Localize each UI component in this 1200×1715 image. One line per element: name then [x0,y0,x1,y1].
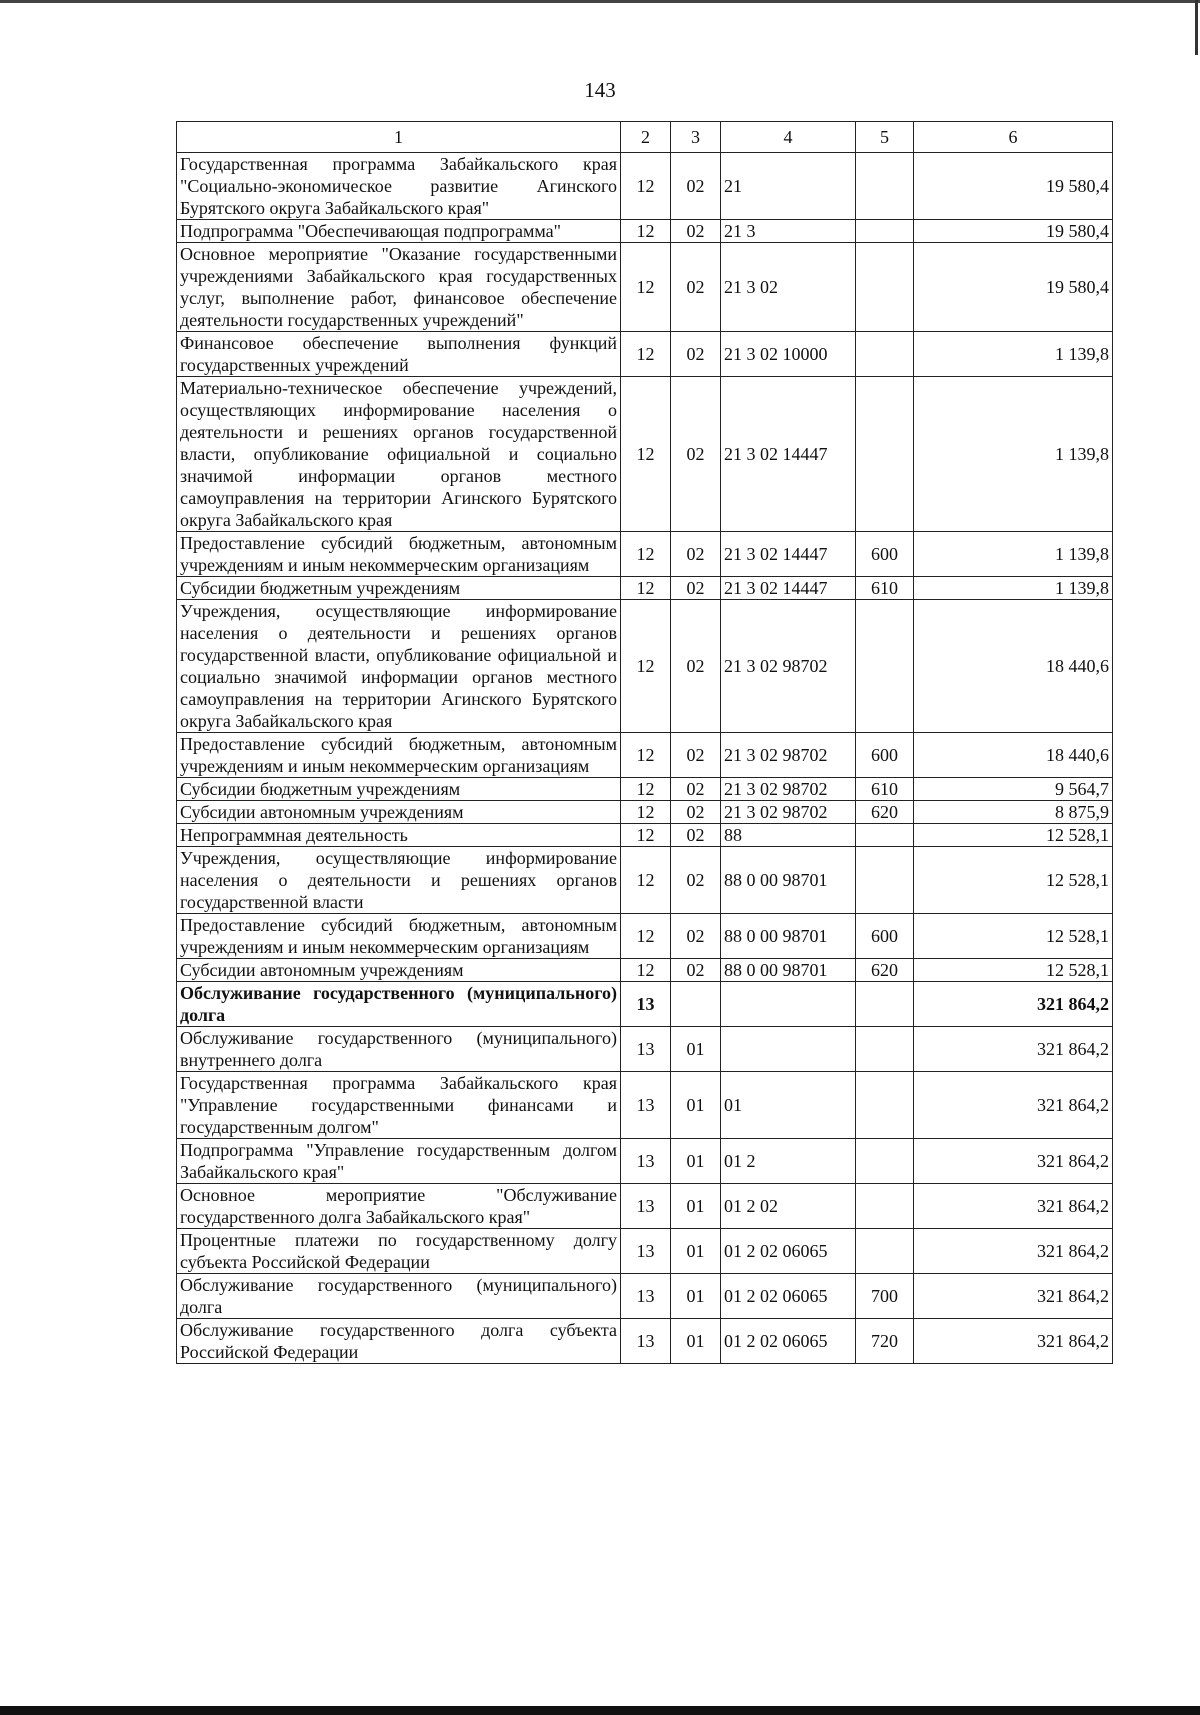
row-section: 12 [621,600,671,733]
row-subsection: 02 [671,600,721,733]
row-expense-type: 600 [856,914,914,959]
row-subsection: 02 [671,801,721,824]
row-amount: 1 139,8 [914,577,1113,600]
row-amount: 321 864,2 [914,1319,1113,1364]
row-expense-type [856,1139,914,1184]
row-name: Субсидии бюджетным учреждениям [177,778,621,801]
row-section: 13 [621,982,671,1027]
header-col-4: 4 [721,122,856,153]
row-section: 12 [621,847,671,914]
row-subsection: 02 [671,220,721,243]
row-target-code: 01 2 02 06065 [721,1319,856,1364]
row-subsection: 02 [671,332,721,377]
row-expense-type: 600 [856,733,914,778]
row-name: Субсидии автономным учреждениям [177,959,621,982]
row-target-code: 21 3 02 98702 [721,801,856,824]
header-row [177,122,1113,153]
table-row [177,982,1113,1027]
table-row [177,959,1113,982]
table-row [177,577,1113,600]
row-name: Обслуживание государственного (муниципального) внутреннего долга [177,1027,621,1072]
row-section: 13 [621,1184,671,1229]
row-target-code: 01 2 02 06065 [721,1274,856,1319]
row-expense-type: 700 [856,1274,914,1319]
row-subsection: 02 [671,959,721,982]
row-amount: 321 864,2 [914,1139,1113,1184]
budget-table [176,121,1113,1364]
row-amount: 19 580,4 [914,220,1113,243]
row-amount: 19 580,4 [914,243,1113,332]
row-expense-type [856,332,914,377]
row-amount: 18 440,6 [914,600,1113,733]
row-subsection: 01 [671,1139,721,1184]
row-subsection: 02 [671,733,721,778]
row-amount: 321 864,2 [914,1184,1113,1229]
row-section: 12 [621,220,671,243]
row-amount: 1 139,8 [914,532,1113,577]
table-row [177,1184,1113,1229]
row-name: Обслуживание государственного долга субъекта Российской Федерации [177,1319,621,1364]
row-subsection: 02 [671,243,721,332]
row-subsection: 01 [671,1229,721,1274]
row-amount: 321 864,2 [914,982,1113,1027]
row-name: Предоставление субсидий бюджетным, автономным учреждениям и иным некоммерческим организациям [177,914,621,959]
row-subsection: 02 [671,577,721,600]
table-row [177,914,1113,959]
row-expense-type: 620 [856,959,914,982]
table-row [177,1274,1113,1319]
row-subsection: 01 [671,1319,721,1364]
row-target-code: 88 0 00 98701 [721,959,856,982]
table-row [177,243,1113,332]
row-section: 12 [621,377,671,532]
header-col-1: 1 [177,122,621,153]
row-target-code: 21 3 02 98702 [721,733,856,778]
table-row [177,801,1113,824]
row-section: 12 [621,824,671,847]
header-col-3: 3 [671,122,721,153]
row-name: Подпрограмма "Обеспечивающая подпрограмма" [177,220,621,243]
scan-edge-bottom [0,1706,1200,1715]
row-target-code [721,1027,856,1072]
row-subsection [671,982,721,1027]
row-name: Подпрограмма "Управление государственным долгом Забайкальского края" [177,1139,621,1184]
row-section: 12 [621,778,671,801]
table-row [177,600,1113,733]
row-expense-type [856,1072,914,1139]
table-row [177,1139,1113,1184]
row-target-code: 21 3 02 10000 [721,332,856,377]
row-amount: 12 528,1 [914,959,1113,982]
row-name: Процентные платежи по государственному долгу субъекта Российской Федерации [177,1229,621,1274]
row-expense-type [856,220,914,243]
scan-edge-right [1195,0,1198,55]
row-amount: 321 864,2 [914,1072,1113,1139]
row-target-code [721,982,856,1027]
table-row [177,847,1113,914]
row-expense-type [856,377,914,532]
row-subsection: 02 [671,377,721,532]
row-expense-type [856,824,914,847]
row-name: Материально-техническое обеспечение учреждений, осуществляющих информирование населения о деятельности и решениях органов государственной власти, опубликование официальной и социально значимой информации органов местного самоуправления на территории Агинского Бурятского округа Забайкальского края [177,377,621,532]
row-expense-type: 610 [856,577,914,600]
table-row [177,220,1113,243]
row-subsection: 01 [671,1274,721,1319]
row-expense-type [856,600,914,733]
table-row [177,733,1113,778]
row-subsection: 01 [671,1072,721,1139]
row-name: Учреждения, осуществляющие информирование населения о деятельности и решениях органов государственной власти [177,847,621,914]
row-expense-type [856,1184,914,1229]
row-expense-type: 720 [856,1319,914,1364]
row-subsection: 02 [671,778,721,801]
table-body [177,153,1113,1364]
row-target-code: 21 3 02 98702 [721,778,856,801]
scan-edge-top [0,0,1200,3]
header-col-2: 2 [621,122,671,153]
row-target-code: 88 [721,824,856,847]
row-target-code: 88 0 00 98701 [721,847,856,914]
row-section: 13 [621,1072,671,1139]
row-section: 12 [621,914,671,959]
row-target-code: 21 [721,153,856,220]
row-section: 12 [621,577,671,600]
row-amount: 8 875,9 [914,801,1113,824]
row-name: Государственная программа Забайкальского края "Управление государственными финансами и государственным долгом" [177,1072,621,1139]
row-expense-type: 620 [856,801,914,824]
row-amount: 9 564,7 [914,778,1113,801]
row-target-code: 01 2 [721,1139,856,1184]
row-expense-type [856,243,914,332]
row-amount: 12 528,1 [914,824,1113,847]
row-expense-type [856,1229,914,1274]
row-section: 13 [621,1139,671,1184]
row-section: 12 [621,243,671,332]
row-expense-type [856,153,914,220]
row-amount: 321 864,2 [914,1229,1113,1274]
row-name: Основное мероприятие "Обслуживание государственного долга Забайкальского края" [177,1184,621,1229]
table-row [177,332,1113,377]
row-name: Предоставление субсидий бюджетным, автономным учреждениям и иным некоммерческим организациям [177,733,621,778]
row-name: Предоставление субсидий бюджетным, автономным учреждениям и иным некоммерческим организациям [177,532,621,577]
table-row [177,1027,1113,1072]
row-subsection: 02 [671,824,721,847]
row-subsection: 02 [671,914,721,959]
table-row [177,153,1113,220]
page-number: 143 [584,78,616,102]
row-section: 12 [621,153,671,220]
row-target-code: 88 0 00 98701 [721,914,856,959]
row-target-code: 21 3 02 98702 [721,600,856,733]
row-expense-type [856,982,914,1027]
row-amount: 12 528,1 [914,914,1113,959]
row-expense-type [856,1027,914,1072]
row-section: 12 [621,532,671,577]
row-name: Государственная программа Забайкальского края "Социально-экономическое развитие Агинского Бурятского округа Забайкальского края" [177,153,621,220]
row-subsection: 02 [671,847,721,914]
row-name: Субсидии бюджетным учреждениям [177,577,621,600]
row-name: Непрограммная деятельность [177,824,621,847]
table-row [177,532,1113,577]
row-name: Учреждения, осуществляющие информирование населения о деятельности и решениях органов государственной власти, опубликование официальной и социально значимой информации органов местного самоуправления на территории Агинского Бурятского округа Забайкальского края [177,600,621,733]
row-amount: 18 440,6 [914,733,1113,778]
row-section: 12 [621,733,671,778]
row-target-code: 21 3 02 14447 [721,377,856,532]
row-target-code: 01 2 02 [721,1184,856,1229]
row-expense-type [856,847,914,914]
row-section: 12 [621,332,671,377]
row-expense-type: 610 [856,778,914,801]
row-name: Субсидии автономным учреждениям [177,801,621,824]
row-amount: 321 864,2 [914,1274,1113,1319]
table-row [177,1319,1113,1364]
row-amount: 12 528,1 [914,847,1113,914]
row-amount: 321 864,2 [914,1027,1113,1072]
header-col-6: 6 [914,122,1113,153]
table-row [177,824,1113,847]
row-target-code: 01 [721,1072,856,1139]
row-subsection: 02 [671,532,721,577]
row-subsection: 01 [671,1027,721,1072]
row-section: 13 [621,1319,671,1364]
row-target-code: 01 2 02 06065 [721,1229,856,1274]
row-target-code: 21 3 02 14447 [721,577,856,600]
row-section: 12 [621,959,671,982]
row-subsection: 01 [671,1184,721,1229]
row-amount: 19 580,4 [914,153,1113,220]
row-subsection: 02 [671,153,721,220]
row-target-code: 21 3 02 [721,243,856,332]
table-row [177,1072,1113,1139]
row-section: 13 [621,1027,671,1072]
row-expense-type: 600 [856,532,914,577]
row-name: Обслуживание государственного (муниципального) долга [177,1274,621,1319]
table-row [177,1229,1113,1274]
row-target-code: 21 3 [721,220,856,243]
row-name: Финансовое обеспечение выполнения функций государственных учреждений [177,332,621,377]
row-section: 13 [621,1274,671,1319]
row-name: Основное мероприятие "Оказание государственными учреждениями Забайкальского края государственных услуг, выполнение работ, финансовое обеспечение деятельности государственных учреждений" [177,243,621,332]
table-row [177,778,1113,801]
row-section: 13 [621,1229,671,1274]
row-name: Обслуживание государственного (муниципального) долга [177,982,621,1027]
row-amount: 1 139,8 [914,332,1113,377]
row-section: 12 [621,801,671,824]
table-row [177,377,1113,532]
row-amount: 1 139,8 [914,377,1113,532]
row-target-code: 21 3 02 14447 [721,532,856,577]
header-col-5: 5 [856,122,914,153]
